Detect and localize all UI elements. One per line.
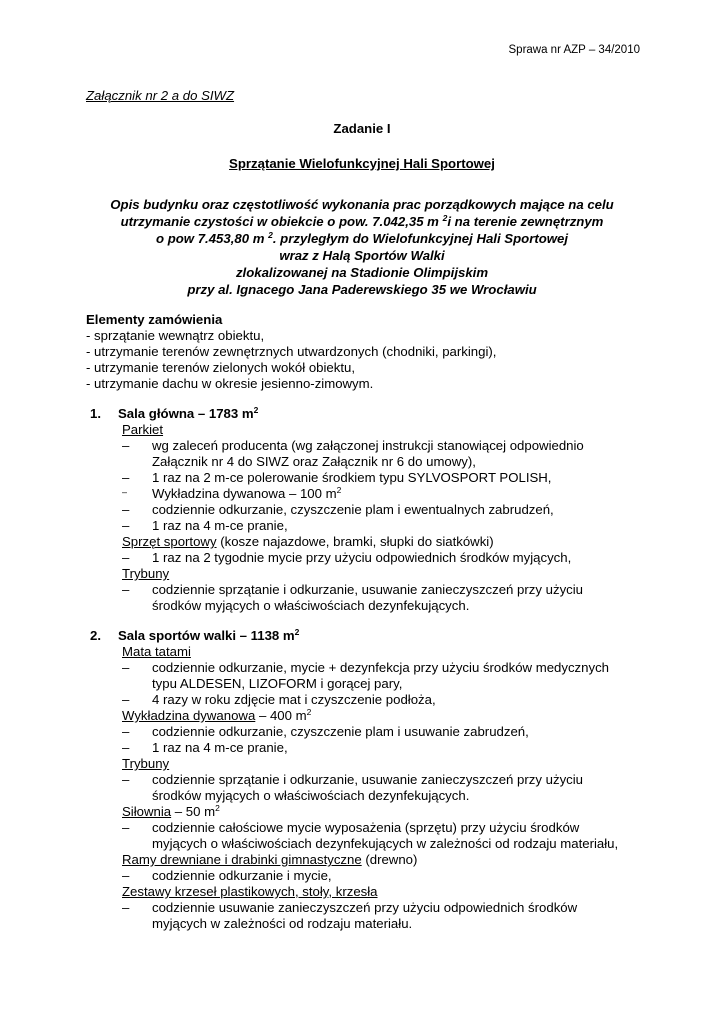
description-line: wraz z Halą Sportów Walki [279,248,445,263]
description-line: Opis budynku oraz częstotliwość wykonania prac porządkowych mające na celu [110,197,614,212]
subsection-parkiet: Parkiet [122,422,164,437]
dash-bullet: – [122,820,130,835]
list-item: 1 raz na 4 m-ce pranie, [152,518,288,533]
section-2-title: Sala sportów walki – 1138 $m^2$ [118,627,300,643]
section-2-number: 2. [90,628,101,643]
list-item: 4 razy w roku zdjęcie mat i czyszczenie podłoża, [152,692,436,707]
section-1-title: Sala główna – 1783 $m^2$ [118,405,259,421]
dash-bullet: – [122,772,130,787]
subject-title: Sprzątanie Wielofunkcyjnej Hali Sportowej [229,156,495,171]
dash-bullet: – [122,470,130,485]
elements-item: - utrzymanie terenów zewnętrznych utwardzonych (chodniki, parkingi), [86,344,497,359]
list-item: codziennie sprzątanie i odkurzanie, usuwanie zanieczyszczeń przy użyciu [152,772,584,787]
elements-item: - utrzymanie dachu w okresie jesienno-zimowym. [86,376,374,391]
list-item: Załącznik nr 4 do SIWZ oraz Załącznik nr 6 do umowy), [152,454,476,469]
list-item: codziennie odkurzanie, mycie + dezynfekcja przy użyciu środków medycznych [152,660,610,675]
dash-bullet: – [122,518,130,533]
subsection-ramy: Ramy drewniane i drabinki gimnastyczne (drewno) [122,852,418,867]
list-item: środków myjących o właściwościach dezynfekujących. [152,788,470,803]
list-item: codziennie odkurzanie, czyszczenie plam i usuwanie zabrudzeń, [152,724,529,739]
list-item: 1 raz na 4 m-ce pranie, [152,740,288,755]
dash-bullet: – [122,868,130,883]
list-item: środków myjących o właściwościach dezynfekujących. [152,598,470,613]
list-item: Wykładzina dywanowa – 100 $m^2$ [152,485,342,501]
list-item: codziennie usuwanie zanieczyszczeń przy użyciu odpowiednich środków [152,900,578,915]
dash-bullet: – [122,582,130,597]
subsection-wykladzina: Wykładzina dywanowa – 400 $m^2$ [122,707,312,723]
subsection-silownia: Siłownia – 50 $m^2$ [122,803,220,819]
list-item: codziennie odkurzanie i mycie, [152,868,332,883]
list-item: wg zaleceń producenta (wg załączonej instrukcji stanowiącej odpowiednio [152,438,584,453]
dash-bullet: – [122,724,130,739]
list-item: codziennie sprzątanie i odkurzanie, usuwanie zanieczyszczeń przy użyciu [152,582,584,597]
description-line: utrzymanie czystości w obiekcie o pow. 7.042,35 m $^2$i na terenie zewnętrznym [120,213,604,229]
list-item: codziennie odkurzanie, czyszczenie plam i ewentualnych zabrudzeń, [152,502,554,517]
task-title: Zadanie I [333,121,391,136]
dash-bullet: – [122,900,130,915]
list-item: myjących o właściwościach dezynfekujących w zależności od rodzaju materiału, [152,836,619,851]
subsection-trybuny: Trybuny [122,566,170,581]
list-item: 1 raz na 2 tygodnie mycie przy użyciu odpowiednich środków myjących, [152,550,572,565]
dash-bullet: – [122,487,128,497]
elements-heading: Elementy zamówienia [86,312,223,327]
elements-item: - utrzymanie terenów zielonych wokół obiektu, [86,360,356,375]
section-1-number: 1. [90,406,101,421]
attachment-label: Załącznik nr 2 a do SIWZ [86,88,235,103]
subsection-zestawy: Zestawy krzeseł plastikowych, stoły, krzesła [122,884,378,899]
list-item: codziennie całościowe mycie wyposażenia (sprzętu) przy użyciu środków [152,820,580,835]
dash-bullet: – [122,438,130,453]
dash-bullet: – [122,740,130,755]
list-item: typu ALDESEN, LIZOFORM i gorącej pary, [152,676,403,691]
subsection-sprzet: Sprzęt sportowy (kosze najazdowe, bramki, słupki do siatkówki) [122,534,494,549]
dash-bullet: – [122,660,130,675]
dash-bullet: – [122,692,130,707]
description-line: o pow 7.453,80 m $^2$. przyległym do Wielofunkcyjnej Hali Sportowej [155,230,569,246]
description-line: przy al. Ignacego Jana Paderewskiego 35 we Wrocławiu [187,282,537,297]
elements-item: - sprzątanie wewnątrz obiektu, [86,328,265,343]
subsection-trybuny: Trybuny [122,756,170,771]
dash-bullet: – [122,502,130,517]
list-item: 1 raz na 2 m-ce polerowanie środkiem typu SYLVOSPORT POLISH, [152,470,552,485]
dash-bullet: – [122,550,130,565]
description-line: zlokalizowanej na Stadionie Olimpijskim [235,265,489,280]
subsection-mata: Mata tatami [122,644,191,659]
list-item: myjących w zależności od rodzaju materiału. [152,916,413,931]
case-reference: Sprawa nr AZP – 34/2010 [508,44,640,56]
